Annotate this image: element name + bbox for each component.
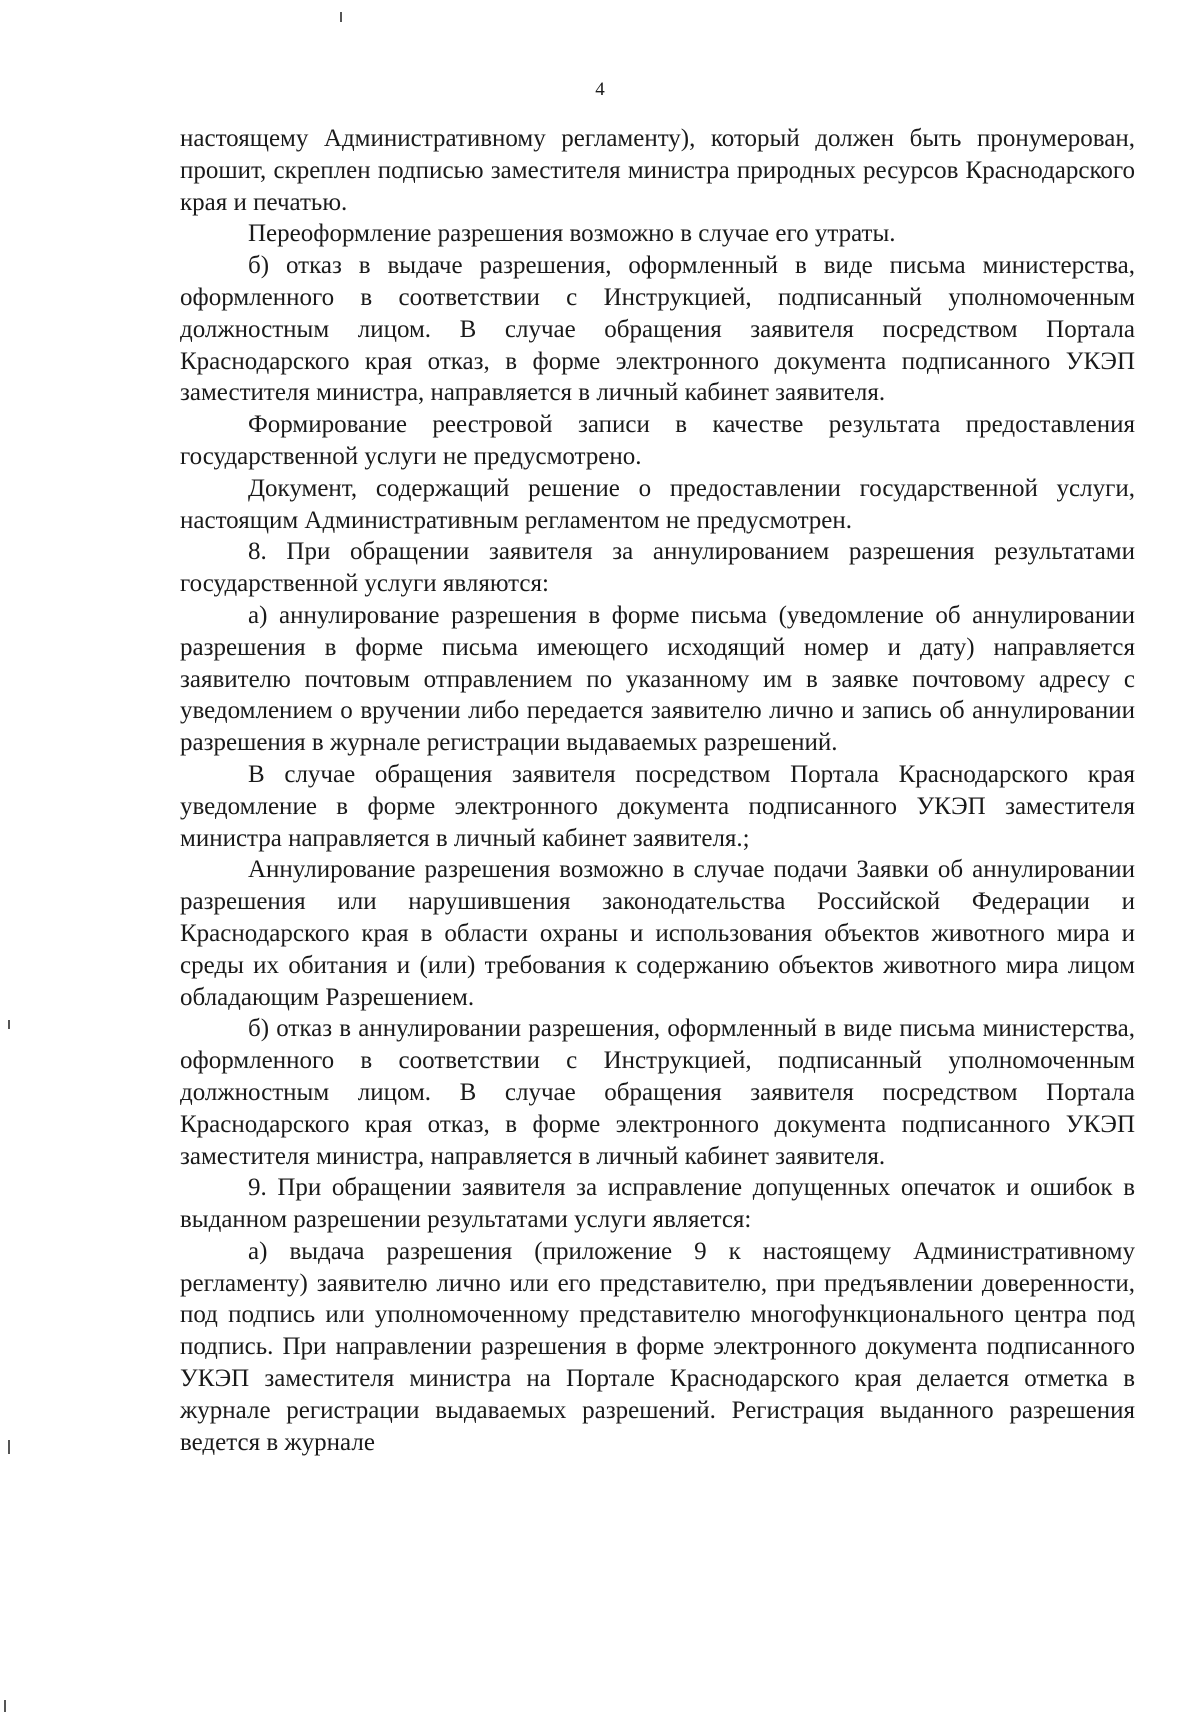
paragraph: б) отказ в аннулировании разрешения, оформленный в виде письма министерства, оформленного в соответствии с Инструкцией, подписанный уполномоченным должностным лицом. В случае обращения заявителя посредством Портала Краснодарского края отказ, в форме электронного документа подписанного УКЭП заместителя министра, направляется в личный кабинет заявителя. xyxy=(180,1015,1135,1170)
paragraph-continuation: настоящему Административному регламенту), который должен быть пронумерован, прошит, скреплен подписью заместителя министра природных ресурсов Краснодарского края и печатью. xyxy=(180,125,1135,216)
paragraph: В случае обращения заявителя посредством Портала Краснодарского края уведомление в форме электронного документа подписанного УКЭП заместителя министра направляется в личный кабинет заявителя.; xyxy=(180,760,1135,852)
paragraph: 8. При обращении заявителя за аннулированием разрешения результатами государственной услуги являются: xyxy=(180,538,1135,598)
paragraph: Переоформление разрешения возможно в случае его утраты. xyxy=(248,220,896,248)
page-number: 4 xyxy=(595,79,605,100)
paragraph: Формирование реестровой записи в качестве результата предоставления государственной услуги не предусмотрено. xyxy=(180,411,1135,470)
paragraph: а) аннулирование разрешения в форме письма (уведомление об аннулировании разрешения в форме письма имеющего исходящий номер и дату) направляется заявителю почтовым отправлением по указанному им в заявке почтовому адресу с уведомлением о вручении либо передается заявителю лично и запись об аннулировании разрешения в журнале регистрации выдаваемых разрешений. xyxy=(180,601,1135,757)
paragraph: Аннулирование разрешения возможно в случае подачи Заявки об аннулировании разрешения или нарушившения законодательства Российской Федерации и Краснодарского края в области охраны и использования объектов животного мира и среды их обитания и (или) требования к содержанию объектов животного мира лицом обладающим Разрешением. xyxy=(180,856,1135,1011)
paragraph: Документ, содержащий решение о предоставлении государственной услуги, настоящим Административным регламентом не предусмотрен. xyxy=(180,474,1135,534)
paragraph: б) отказ в выдаче разрешения, оформленный в виде письма министерства, оформленного в соответствии с Инструкцией, подписанный уполномоченным должностным лицом. В случае обращения заявителя посредством Портала Краснодарского края отказ, в форме электронного документа подписанного УКЭП заместителя министра, направляется в личный кабинет заявителя. xyxy=(180,252,1135,407)
scan-mark xyxy=(8,1440,10,1454)
scan-mark xyxy=(4,1700,6,1712)
scan-mark xyxy=(340,12,342,22)
document-body xyxy=(180,123,1135,1458)
scan-mark xyxy=(8,1020,10,1029)
paragraph: 9. При обращении заявителя за исправление допущенных опечаток и ошибок в выданном разрешении результатами услуги является: xyxy=(180,1174,1135,1234)
paragraph: а) выдача разрешения (приложение 9 к настоящему Административному регламенту) заявителю лично или его представителю, при предъявлении доверенности, под подпись или уполномоченному представителю многофункционального центра под подпись. При направлении разрешения в форме электронного документа подписанного УКЭП заместителя министра на Портале Краснодарского края делается отметка в журнале регистрации выдаваемых разрешений. Регистрация выданного разрешения ведется в журнале xyxy=(180,1237,1135,1456)
